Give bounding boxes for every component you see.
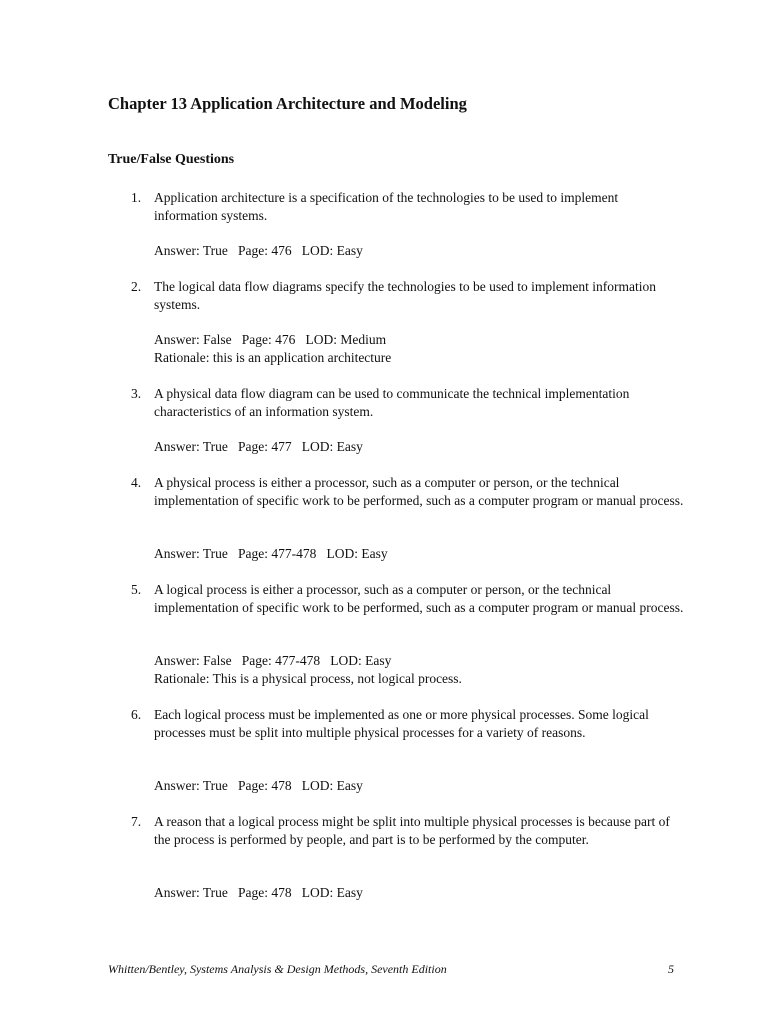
footer-citation: Whitten/Bentley, Systems Analysis & Design Methods, Seventh Edition xyxy=(108,962,447,976)
question-number: 5. xyxy=(131,582,142,597)
question-number: 2. xyxy=(131,279,142,294)
answer-line: Answer: True Page: 478 LOD: Easy xyxy=(154,778,363,793)
question-text: A physical data flow diagram can be used to communicate the technical implementation characteristics of an information system. xyxy=(154,386,630,419)
rationale-line: Rationale: this is an application architecture xyxy=(154,350,392,365)
question-number: 4. xyxy=(131,475,142,490)
answer-line: Answer: True Page: 478 LOD: Easy xyxy=(154,885,363,900)
chapter-title: Chapter 13 Application Architecture and Modeling xyxy=(108,94,467,113)
answer-line: Answer: False Page: 477-478 LOD: Easy xyxy=(154,653,392,668)
question-text: Application architecture is a specification of the technologies to be used to implement information systems. xyxy=(154,190,619,223)
page-number: 5 xyxy=(668,962,674,976)
answer-line: Answer: False Page: 476 LOD: Medium xyxy=(154,332,387,347)
question-number: 7. xyxy=(131,814,142,829)
answer-line: Answer: True Page: 477 LOD: Easy xyxy=(154,439,363,454)
answer-line: Answer: True Page: 477-478 LOD: Easy xyxy=(154,546,388,561)
question-text: The logical data flow diagrams specify the technologies to be used to implement information systems. xyxy=(154,279,656,312)
question-text: Each logical process must be implemented as one or more physical processes. Some logical processes must be split into multiple physical processes for a variety of reasons. xyxy=(154,707,649,740)
question-text: A physical process is either a processor, such as a computer or person, or the technical implementation of specific work to be performed, such as a computer program or manual process. xyxy=(154,475,684,508)
section-heading: True/False Questions xyxy=(108,152,235,167)
question-text: A logical process is either a processor, such as a computer or person, or the technical implementation of specific work to be performed, such as a computer program or manual process. xyxy=(154,582,684,615)
rationale-line: Rationale: This is a physical process, not logical process. xyxy=(154,671,462,686)
answer-line: Answer: True Page: 476 LOD: Easy xyxy=(154,243,363,258)
question-number: 1. xyxy=(131,190,142,205)
question-number: 6. xyxy=(131,707,142,722)
question-number: 3. xyxy=(131,386,142,401)
question-text: A reason that a logical process might be split into multiple physical processes is because part of the process is performed by people, and part is to be performed by the computer. xyxy=(154,814,670,847)
